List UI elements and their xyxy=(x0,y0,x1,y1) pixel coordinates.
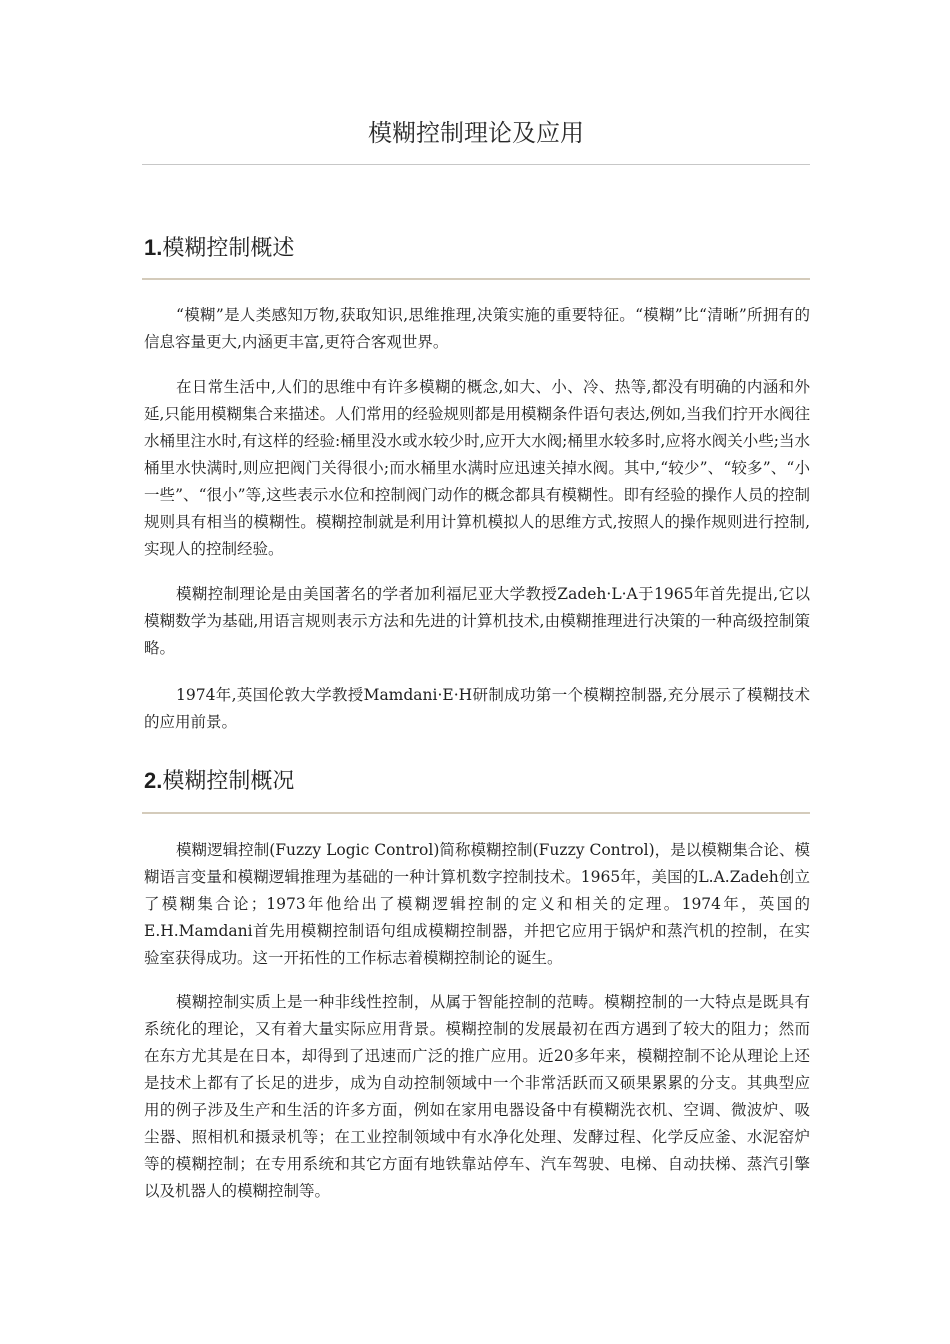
paragraph: “模糊”是人类感知万物,获取知识,思维推理,决策实施的重要特征。“模糊”比“清晰”所拥有的信息容量更大,内涵更丰富,更符合客观世界。 xyxy=(144,306,810,351)
paragraph: 在日常生活中,人们的思维中有许多模糊的概念,如大、小、冷、热等,都没有明确的内涵和外延,只能用模糊集合来描述。人们常用的经验规则都是用模糊条件语句表达,例如,当我们拧开水阀往水桶里注水时,有这样的经验:桶里没水或水较少时,应开大水阀;桶里水较多时,应将水阀关小些;当水桶里水快满时,则应把阀门关得很小;而水桶里水满时应迅速关掉水阀。其中,“较少”、“较多”、“小一些”、“很小”等,这些表示水位和控制阀门动作的概念都具有模糊性。即有经验的操作人员的控制规则具有相当的模糊性。模糊控制就是利用计算机模拟人的思维方式,按照人的操作规则进行控制,实现人的控制经验。 xyxy=(144,378,810,558)
paragraph: 模糊逻辑控制(Fuzzy Logic Control)简称模糊控制(Fuzzy Control)，是以模糊集合论、模糊语言变量和模糊逻辑推理为基础的一种计算机数字控制技术。1965年，美国的L.A.Zadeh创立了模糊集合论；1973年他给出了模糊逻辑控制的定义和相关的定理。1974年，英国的E.H.Mamdani首先用模糊控制语句组成模糊控制器，并把它应用于锅炉和蒸汽机的控制，在实验室获得成功。这一开拓性的工作标志着模糊控制论的诞生。 xyxy=(144,841,810,967)
section-divider xyxy=(142,278,810,280)
paragraph: 模糊控制理论是由美国著名的学者加利福尼亚大学教授Zadeh·L·A于1965年首先提出,它以模糊数学为基础,用语言规则表示方法和先进的计算机技术,由模糊推理进行决策的一种高级控制策略。 xyxy=(144,585,810,657)
section-number: 1. xyxy=(144,235,163,260)
section-title: 模糊控制概述 xyxy=(162,236,295,261)
title-divider xyxy=(142,164,810,165)
section-title: 模糊控制概况 xyxy=(162,769,295,794)
document-title: 模糊控制理论及应用 xyxy=(368,119,584,147)
paragraph: 1974年,英国伦敦大学教授Mamdani·E·H研制成功第一个模糊控制器,充分展示了模糊技术的应用前景。 xyxy=(144,686,810,731)
section-heading-overview xyxy=(144,233,294,264)
section-heading-status xyxy=(144,766,294,797)
paragraph: 模糊控制实质上是一种非线性控制，从属于智能控制的范畴。模糊控制的一大特点是既具有系统化的理论，又有着大量实际应用背景。模糊控制的发展最初在西方遇到了较大的阻力；然而在东方尤其是在日本，却得到了迅速而广泛的推广应用。近20多年来，模糊控制不论从理论上还是技术上都有了长足的进步，成为自动控制领域中一个非常活跃而又硕果累累的分支。其典型应用的例子涉及生产和生活的许多方面，例如在家用电器设备中有模糊洗衣机、空调、微波炉、吸尘器、照相机和摄录机等；在工业控制领域中有水净化处理、发酵过程、化学反应釜、水泥窑炉等的模糊控制；在专用系统和其它方面有地铁靠站停车、汽车驾驶、电梯、自动扶梯、蒸汽引擎以及机器人的模糊控制等。 xyxy=(144,993,810,1200)
section-number: 2. xyxy=(144,768,163,793)
section-divider xyxy=(142,812,810,814)
